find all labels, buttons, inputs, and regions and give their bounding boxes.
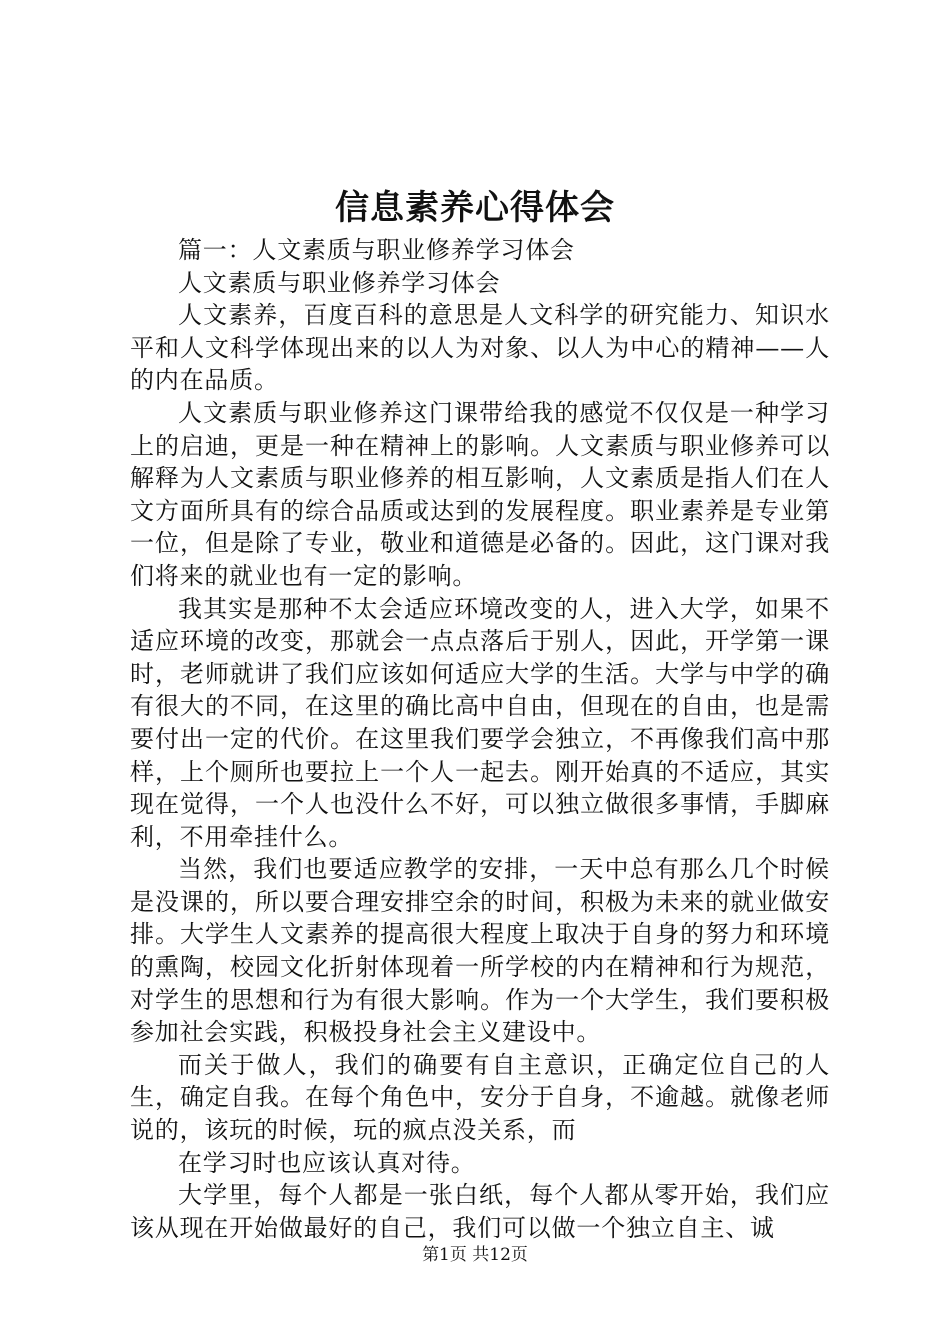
paragraph: 人文素质与职业修养这门课带给我的感觉不仅仅是一种学习上的启迪，更是一种在精神上的影响。人文素质与职业修养可以解释为人文素质与职业修养的相互影响，人文素质是指人们在人文方面所具有的综合品质或达到的发展程度。职业素养是专业第一位，但是除了专业，敬业和道德是必备的。因此，这门课对我们将来的就业也有一定的影响。: [130, 398, 830, 590]
section-heading: 篇一：人文素质与职业修养学习体会: [178, 236, 575, 264]
paragraph: 而关于做人，我们的确要有自主意识，正确定位自己的人生，确定自我。在每个角色中，安分于自身，不逾越。就像老师说的，该玩的时候，玩的疯点没关系，而: [130, 1050, 830, 1145]
paragraph: 大学里，每个人都是一张白纸，每个人都从零开始，我们应该从现在开始做最好的自己，我们可以做一个独立自主、诚: [130, 1181, 830, 1242]
document-title: 信息素养心得体会: [335, 188, 615, 228]
paragraph: 我其实是那种不太会适应环境改变的人，进入大学，如果不适应环境的改变，那就会一点点落后于别人，因此，开学第一课时，老师就讲了我们应该如何适应大学的生活。大学与中学的确有很大的不同，在这里的确比高中自由，但现在的自由，也是需要付出一定的代价。在这里我们要学会独立，不再像我们高中那样，上个厕所也要拉上一个人一起去。刚开始真的不适应，其实现在觉得，一个人也没什么不好，可以独立做很多事情，手脚麻利，不用牵挂什么。: [130, 594, 830, 851]
paragraph: 当然，我们也要适应教学的安排，一天中总有那么几个时候是没课的，所以要合理安排空余的时间，积极为未来的就业做安排。大学生人文素养的提高很大程度上取决于自身的努力和环境的熏陶，校园文化折射体现着一所学校的内在精神和行为规范，对学生的思想和行为有很大影响。作为一个大学生，我们要积极参加社会实践，积极投身社会主义建设中。: [130, 855, 830, 1047]
page-footer: 第1页 共12页: [422, 1245, 528, 1265]
section-subtitle: 人文素质与职业修养学习体会: [178, 268, 501, 297]
paragraph: 在学习时也应该认真对待。: [178, 1148, 476, 1177]
document-body: [130, 234, 830, 1244]
paragraph: 人文素养，百度百科的意思是人文科学的研究能力、知识水平和人文科学体现出来的以人为对象、以人为中心的精神——人的内在品质。: [130, 301, 830, 395]
